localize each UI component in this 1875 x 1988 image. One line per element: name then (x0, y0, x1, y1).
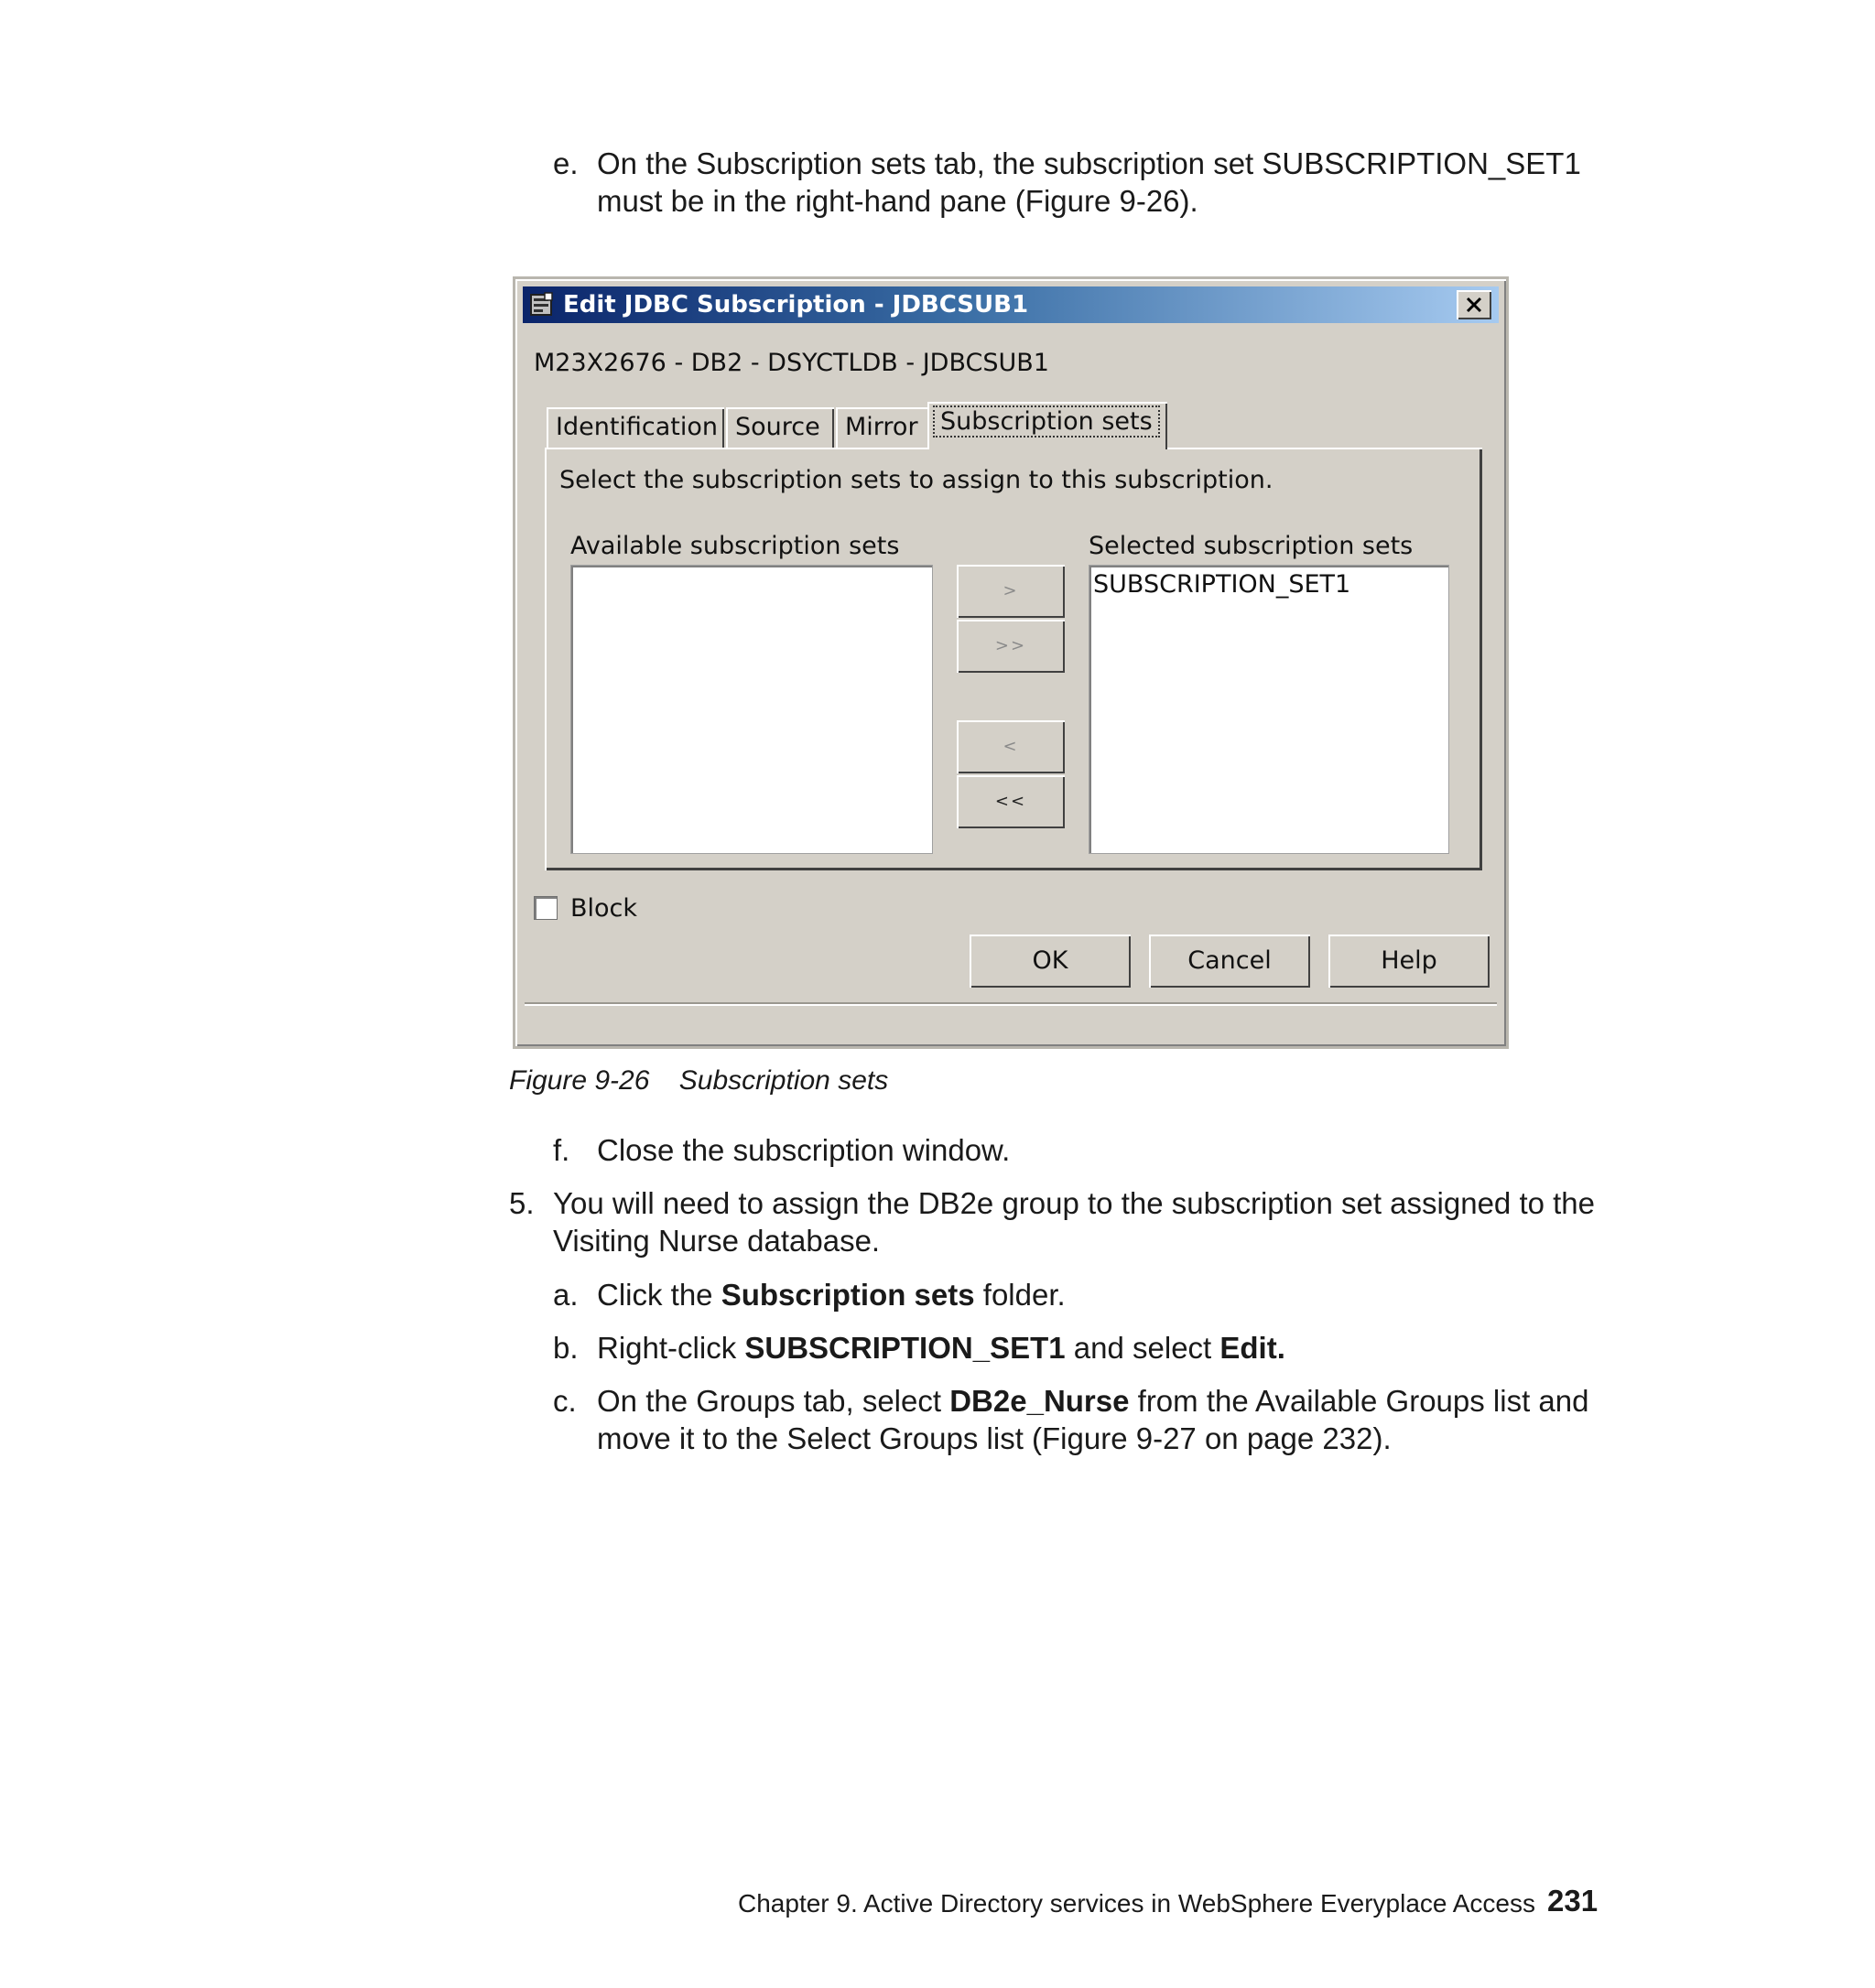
close-button[interactable] (1457, 290, 1491, 319)
step-c (553, 1382, 1624, 1457)
tab-label: Source (735, 413, 820, 441)
running-footer: Chapter 9. Active Directory services in WebSphere Everyplace Access (738, 1889, 1535, 1918)
page-number: 231 (1547, 1884, 1599, 1918)
step-f (553, 1131, 1624, 1169)
step-b-marker: b. (553, 1331, 579, 1365)
step-b (553, 1329, 1624, 1367)
step-5 (509, 1184, 1626, 1259)
instruction-text: Select the subscription sets to assign to this subscription. (559, 466, 1273, 494)
tab-source[interactable] (726, 407, 834, 448)
tab-label: Identification (556, 413, 719, 441)
edit-term: Edit. (1219, 1331, 1285, 1365)
help-button[interactable]: Help (1328, 935, 1490, 988)
selected-list-label: Selected subscription sets (1089, 532, 1414, 560)
step-c-text: On the Groups tab, select (597, 1384, 950, 1418)
block-checkbox-label: Block (570, 894, 638, 923)
tab-label: Mirror (845, 413, 918, 441)
step-a-text-end: folder. (974, 1278, 1066, 1312)
step-a (553, 1276, 1624, 1313)
available-list-label: Available subscription sets (570, 532, 900, 560)
subscription-set-term: SUBSCRIPTION_SET1 (744, 1331, 1066, 1365)
step-f-text: Close the subscription window. (597, 1133, 1011, 1167)
cancel-button[interactable]: Cancel (1149, 935, 1310, 988)
available-subscription-sets-list[interactable] (570, 565, 933, 854)
selected-subscription-sets-list[interactable] (1089, 565, 1449, 854)
figure-caption (509, 1065, 888, 1097)
figure-title: Subscription sets (678, 1065, 889, 1096)
step-5-line1: You will need to assign the DB2e group to the subscription set assigned to the (553, 1186, 1596, 1220)
subscription-sets-folder-term: Subscription sets (721, 1278, 975, 1312)
remove-button[interactable]: < (957, 720, 1065, 773)
subscription-sets-panel (545, 448, 1482, 870)
application-icon (528, 291, 556, 319)
tab-subscription-sets[interactable] (927, 402, 1167, 449)
tab-label: Subscription sets (933, 405, 1160, 438)
step-b-text-mid: and select (1065, 1331, 1220, 1365)
object-path: M23X2676 - DB2 - DSYCTLDB - JDBCSUB1 (534, 349, 1049, 377)
ok-button[interactable]: OK (970, 935, 1131, 988)
step-b-text: Right-click (597, 1331, 745, 1365)
tab-identification[interactable] (547, 407, 724, 448)
remove-all-button[interactable]: << (957, 775, 1065, 828)
step-a-marker: a. (553, 1278, 579, 1312)
step-5-marker: 5. (509, 1186, 535, 1220)
step-c-text-end: from the Available Groups list and (1129, 1384, 1589, 1418)
add-button[interactable]: > (957, 565, 1065, 618)
list-item[interactable]: SUBSCRIPTION_SET1 (1093, 570, 1351, 599)
close-icon (1465, 297, 1483, 313)
step-5-line2: Visiting Nurse database. (553, 1224, 881, 1258)
step-e-line1: On the Subscription sets tab, the subscription set SUBSCRIPTION_SET1 (597, 146, 1581, 180)
block-checkbox[interactable] (534, 896, 558, 920)
add-all-button[interactable]: >> (957, 620, 1065, 673)
step-e-line2: must be in the right-hand pane (Figure 9-26). (597, 184, 1198, 218)
db2e-nurse-term: DB2e_Nurse (949, 1384, 1130, 1418)
status-separator (525, 1002, 1497, 1006)
step-c-line2: move it to the Select Groups list (Figure 9-27 on page 232). (597, 1421, 1392, 1455)
step-f-marker: f. (553, 1133, 570, 1167)
figure-number: Figure 9-26 (509, 1065, 650, 1096)
step-e (553, 145, 1624, 220)
dialog-title: Edit JDBC Subscription - JDBCSUB1 (563, 291, 1029, 319)
edit-jdbc-subscription-dialog (513, 276, 1509, 1049)
step-a-text: Click the (597, 1278, 721, 1312)
step-c-marker: c. (553, 1384, 577, 1418)
title-bar[interactable] (523, 286, 1499, 323)
step-e-marker: e. (553, 146, 579, 180)
